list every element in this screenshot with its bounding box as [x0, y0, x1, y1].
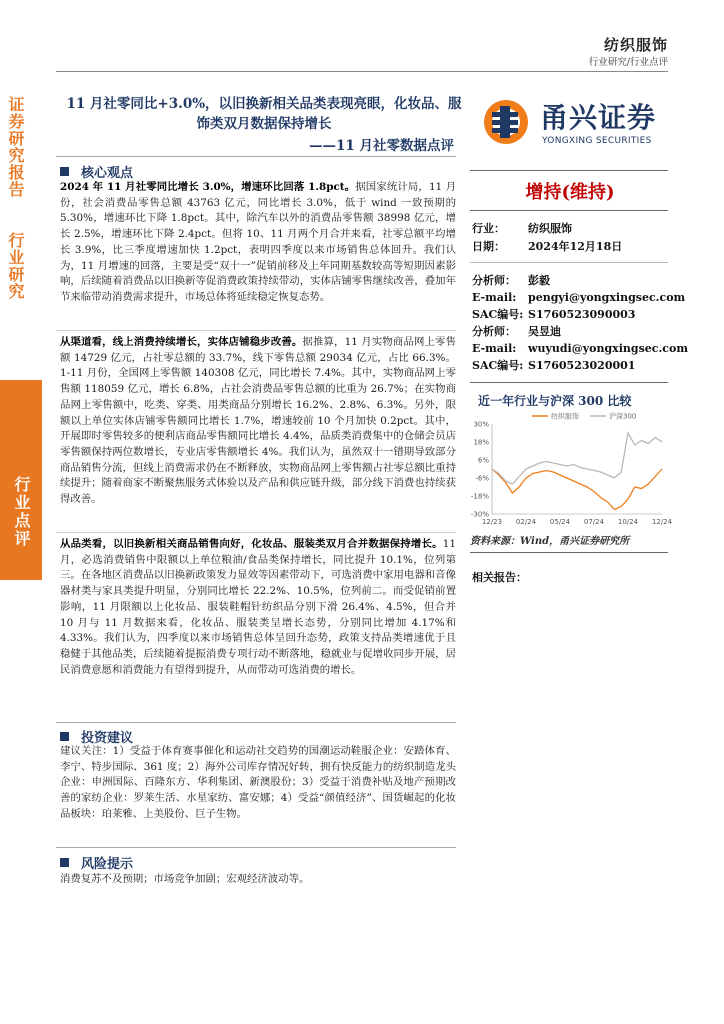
x-tick-label: 05/24 — [549, 518, 571, 526]
risk-divider — [56, 847, 456, 848]
analyst-1-name-row — [472, 272, 550, 290]
x-tick-label: 12/24 — [651, 518, 673, 526]
logo-name-cn: 甬兴证券 — [540, 101, 657, 134]
analyst-2-email[interactable]: wuyudi@yongxingsec.com — [528, 342, 688, 355]
x-tick-label: 12/23 — [481, 518, 503, 526]
analyst-1-role: 分析师： — [472, 274, 516, 287]
sidebar-block-label: 行业点评 — [12, 476, 31, 548]
analyst-1-sac-label: SAC编号: — [472, 308, 524, 321]
paragraph-channel-lead: 从渠道看，线上消费持续增长，实体店铺稳步改善。 — [60, 336, 303, 348]
logo-name-en: YONGXING SECURITIES — [542, 136, 652, 146]
sidebar-report-type — [0, 96, 30, 300]
x-tick-label: 02/24 — [515, 518, 537, 526]
paragraph-overview-body: 据国家统计局，11 月份，社会消费品零售总额 43763 亿元，同比增长 3.0%，低于 wind 一致预期的 5.30%，增速环比下降 1.8pct。其中，除汽车以外的消费品零售额 38998 亿元，增长 2.5%，增速环比下降 2.4pct。但将 10、11 月两个月合并来看，社零总额平均增长 3.9%，比三季度增速加快 1.2pct，表明四季度以来市场销售总体回升。我们认为，11 月增速的回落，主要是受“双十一”促销前移及上年同期基数较高等短期因素影响，后续随着消费品以旧换新等促消费政策持续带动，实体店铺零售继续改善，叠加年节来临带动消费需求提升，市场总体将延续稳定恢复态势。 — [60, 181, 456, 303]
paragraph-separator-2 — [56, 532, 456, 533]
analyst-2-name-row — [472, 323, 561, 341]
y-tick-label: -18% — [470, 492, 489, 501]
paragraph-category-body: 11 月，必选消费销售中限额以上单位粮油/食品类保持增长，同比提升 10.1%，位列第三。在各地区消费品以旧换新政策发力显效等因素带动下，可选消费中家用电器和音像器材类与家具类提升明显，分别同比增长 22.2%、10.5%，位列前二。而受促销前置影响，11 月限额以上化妆品、服装鞋帽针纺织品分别下滑 26.4%、4.5%，但合并 10 月与 11 月数据来看，化妆品、服装类呈增长态势，分别同比增加 4.17%和4.33%。我们认为，四季度以来市场销售总体呈回升态势，政策支持品类增速优于且稳健于其他品类，后续随着提振消费专项行动不断落地，稳就业与促增收同步开展，居民消费意愿和消费能力有望得到提升，从而带动可选消费的增长。 — [60, 538, 456, 676]
sidebar-middle-label: 行业研究 — [6, 232, 25, 300]
company-logo — [478, 94, 668, 158]
paragraph-category — [60, 537, 456, 678]
sidebar-orange-block — [0, 380, 42, 580]
analyst-2-email-label: E-mail: — [472, 342, 517, 355]
title-divider — [56, 156, 456, 157]
info-industry — [472, 220, 572, 238]
logo-mark-icon — [478, 96, 534, 146]
y-tick-label: 18% — [473, 438, 489, 447]
paragraph-channel — [60, 335, 456, 508]
info-date-label: 日期： — [472, 240, 505, 253]
series-line-1 — [492, 469, 662, 510]
analyst-1-sac-row — [472, 306, 635, 324]
paragraph-overview — [60, 180, 456, 306]
report-title: 11 月社零同比+3.0%，以旧换新相关品类表现亮眼，化妆品、服饰类双月数据保持增长 — [66, 96, 462, 132]
paragraph-category-lead: 从品类看，以旧换新相关商品销售向好，化妆品、服装类双月合并数据保持增长。 — [60, 538, 443, 550]
header-category: 行业研究/行业点评 — [588, 57, 668, 68]
paragraph-risk — [60, 872, 456, 888]
legend-label-2: 沪深300 — [609, 412, 637, 421]
analyst-2-role: 分析师： — [472, 325, 516, 338]
paragraph-risk-body: 消费复苏不及预期；市场竞争加剧；宏观经济波动等。 — [60, 873, 310, 885]
info-date — [472, 238, 622, 256]
analyst-2-sac-row — [472, 357, 635, 375]
rating-top-divider — [470, 170, 668, 171]
chart-source: 资料来源：Wind，甬兴证券研究所 — [470, 536, 630, 547]
legend-label-1: 纺织服饰 — [551, 412, 579, 421]
info-industry-label: 行业： — [472, 222, 505, 235]
risk-heading — [60, 853, 133, 872]
paragraph-overview-lead: 2024 年 11 月社零同比增长 3.0%，增速环比回落 1.8pct。 — [60, 181, 356, 193]
header-industry: 纺织服饰 — [603, 36, 668, 54]
info-industry-value: 纺织服饰 — [528, 222, 572, 235]
analyst-2-name: 吴昱迪 — [528, 325, 561, 338]
x-tick-label: 07/24 — [583, 518, 605, 526]
y-tick-label: -30% — [470, 510, 489, 519]
investment-title: 投资建议 — [81, 731, 134, 746]
source-divider — [470, 552, 668, 553]
analyst-1-name: 彭毅 — [528, 274, 550, 287]
core-view-heading — [60, 162, 133, 181]
y-tick-label: -6% — [475, 474, 489, 483]
x-tick-label: 10/24 — [617, 518, 639, 526]
analyst-2-sac: S1760523020001 — [528, 359, 636, 372]
report-subtitle: ——11 月社零数据点评 — [309, 138, 454, 154]
sidebar-top-label: 证券研究报告 — [6, 96, 25, 198]
info-date-value: 2024年12月18日 — [528, 240, 623, 253]
paragraph-separator-1 — [56, 330, 456, 331]
analyst-1-email-row — [472, 289, 685, 307]
square-bullet-icon — [60, 167, 69, 176]
rating-bottom-divider — [470, 210, 668, 211]
square-bullet-icon — [60, 858, 69, 867]
chart-top-divider — [470, 382, 668, 383]
square-bullet-icon — [60, 732, 69, 741]
paragraph-investment-body: 建议关注：1）受益于体育赛事催化和运动社交趋势的国潮运动鞋服企业：安踏体育、李宁、特步国际、361 度；2）海外公司库存情况好转，拥有快反能力的纺织制造龙头企业：申洲国际、百隆东方、华利集团、新澳股份；3）受益于消费补贴及地产预期改善的家纺企业：罗莱生活、水星家纺、富安娜；4）受益“颜值经济”、国货崛起的化妆品板块：珀莱雅、上美股份、巨子生物。 — [60, 745, 456, 820]
chart-title: 近一年行业与沪深 300 比较 — [478, 394, 632, 408]
related-reports-label: 相关报告： — [472, 571, 527, 584]
invest-divider — [56, 722, 456, 723]
info-divider — [470, 262, 668, 263]
analyst-1-sac: S1760523090003 — [528, 308, 636, 321]
analyst-1-email-label: E-mail: — [472, 291, 517, 304]
analyst-2-sac-label: SAC编号: — [472, 359, 524, 372]
analyst-2-email-row — [472, 340, 688, 358]
header-divider — [56, 71, 668, 72]
rating-badge: 增持(维持) — [525, 182, 615, 203]
core-view-title: 核心观点 — [81, 166, 134, 181]
paragraph-investment — [60, 744, 456, 823]
y-tick-label: 6% — [477, 456, 489, 465]
paragraph-channel-body: 据推算，11 月实物商品网上零售额 14729 亿元，占社零总额的 33.7%，线下零售总额 29034 亿元，占比 66.3%。1-11 月份，全国网上零售额 140308 亿元，同比增长 7.4%。其中，实物商品网上零售额 118059 亿元，增长 6.8%，占社会消费品零售总额的比重为 26.7%；在实物商品网上零售额中，吃类、穿类、用类商品分别增长 16.2%、2.8%、6.3%。另外，限额以上单位实体店铺零售额同比增长 1.7%，增速较前 10 个月加快 0.2pct。其中，开展即时零售较多的便利店商品零售额同比增长 4.4%，品质类消费集中的仓储会员店零售额保持两位数增长，专业店零售额增长 4%。我们认为，虽然双十一错期导致部分商品销售分流，但线上消费需求仍在不断释放，实物商品网上零售额占社零总额比重持续提升；随着商家不断聚焦服务式体验以及产品和供应链升级，部分线下消费也持续获得改善。 — [60, 336, 456, 506]
series-line-2 — [492, 433, 662, 484]
analyst-1-email[interactable]: pengyi@yongxingsec.com — [528, 291, 686, 304]
performance-line-chart — [470, 410, 673, 528]
y-tick-label: 30% — [473, 420, 489, 429]
risk-title: 风险提示 — [81, 857, 134, 872]
